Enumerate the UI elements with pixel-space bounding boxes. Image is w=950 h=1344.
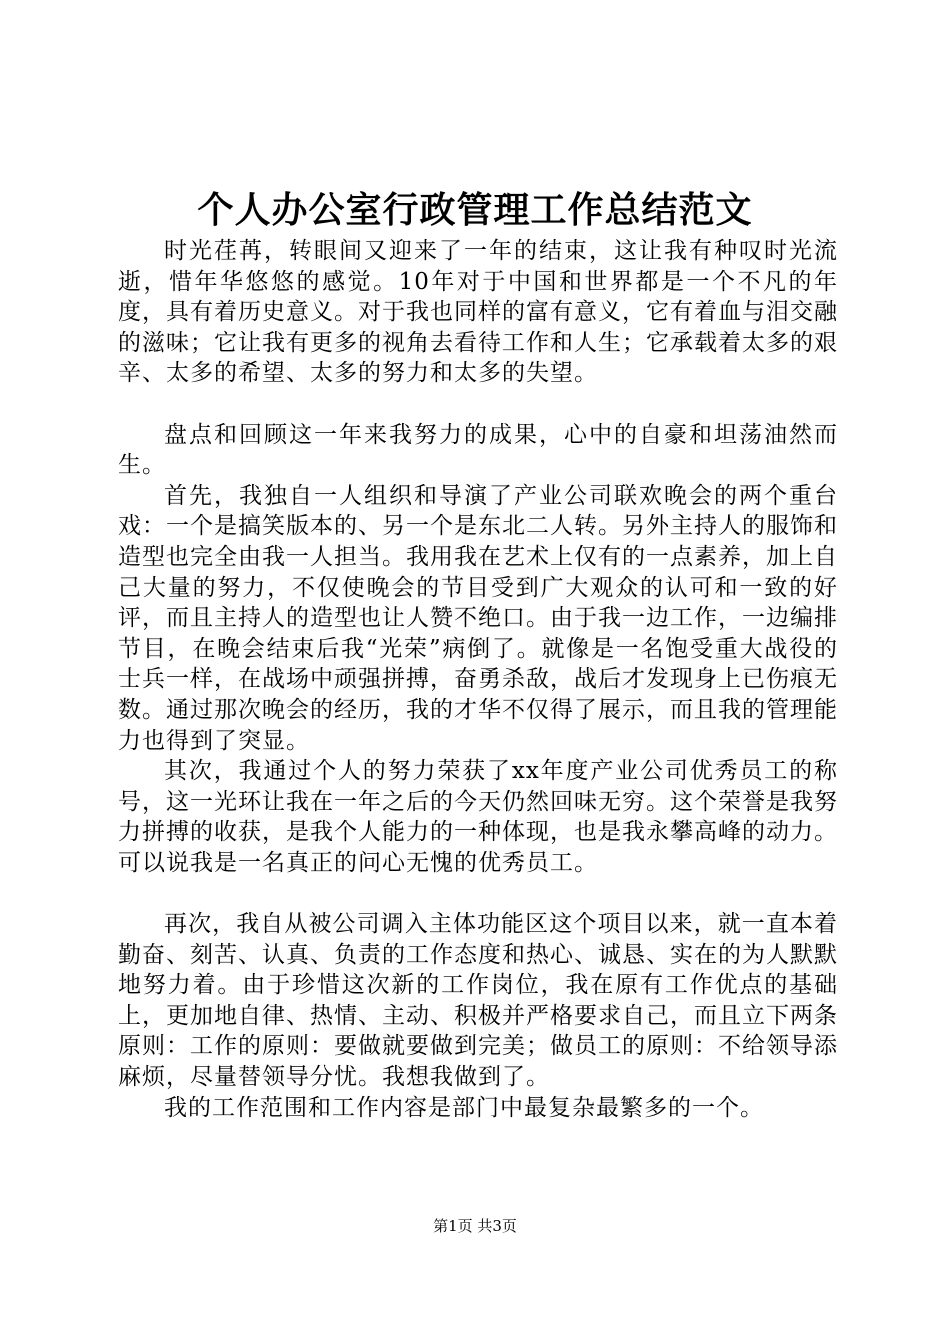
paragraph-5: 再次，我自从被公司调入主体功能区这个项目以来，就一直本着勤奋、刻苦、认真、负责的工作态度和热心、诚恳、实在的为人默默地努力着。由于珍惜这次新的工作岗位，我在原有工作优点的基础上，更加地自律、热情、主动、积极并严格要求自己，而且立下两条原则：工作的原则：要做就要做到完美；做员工的原则：不给领导添麻烦，尽量替领导分忧。我想我做到了。 — [118, 911, 838, 1091]
paragraph-1: 时光荏苒，转眼间又迎来了一年的结束，这让我有种叹时光流逝，惜年华悠悠的感觉。10年对于中国和世界都是一个不凡的年度，具有着历史意义。对于我也同样的富有意义，它有着血与泪交融的滋味；它让我有更多的视角去看待工作和人生；它承载着太多的艰辛、太多的希望、太多的努力和太多的失望。 — [118, 238, 838, 387]
paragraph-6: 我的工作范围和工作内容是部门中最复杂最繁多的一个。 — [164, 1094, 764, 1121]
paragraph-4: 其次，我通过个人的努力荣获了xx年度产业公司优秀员工的称号，这一光环让我在一年之后的今天仍然回味无穷。这个荣誉是我努力拼搏的收获，是我个人能力的一种体现，也是我永攀高峰的动力。可以说我是一名真正的问心无愧的优秀员工。 — [118, 758, 838, 876]
paragraph-3: 首先，我独自一人组织和导演了产业公司联欢晚会的两个重台戏：一个是搞笑版本的、另一个是东北二人转。另外主持人的服饰和造型也完全由我一人担当。我用我在艺术上仅有的一点素养，加上自己大量的努力，不仅使晚会的节目受到广大观众的认可和一致的好评，而且主持人的造型也让人赞不绝口。由于我一边工作，一边编排节目，在晚会结束后我“光荣”病倒了。就像是一名饱受重大战役的士兵一样，在战场中顽强拼搏，奋勇杀敌，战后才发现身上已伤痕无数。通过那次晚会的经历，我的才华不仅得了展示，而且我的管理能力也得到了突显。 — [118, 482, 838, 754]
document-body — [118, 236, 838, 1123]
page-footer: 第1页 共3页 — [433, 1217, 517, 1235]
document-title: 个人办公室行政管理工作总结范文 — [197, 189, 753, 231]
paragraph-2: 盘点和回顾这一年来我努力的成果，心中的自豪和坦荡油然而生。 — [118, 421, 838, 479]
